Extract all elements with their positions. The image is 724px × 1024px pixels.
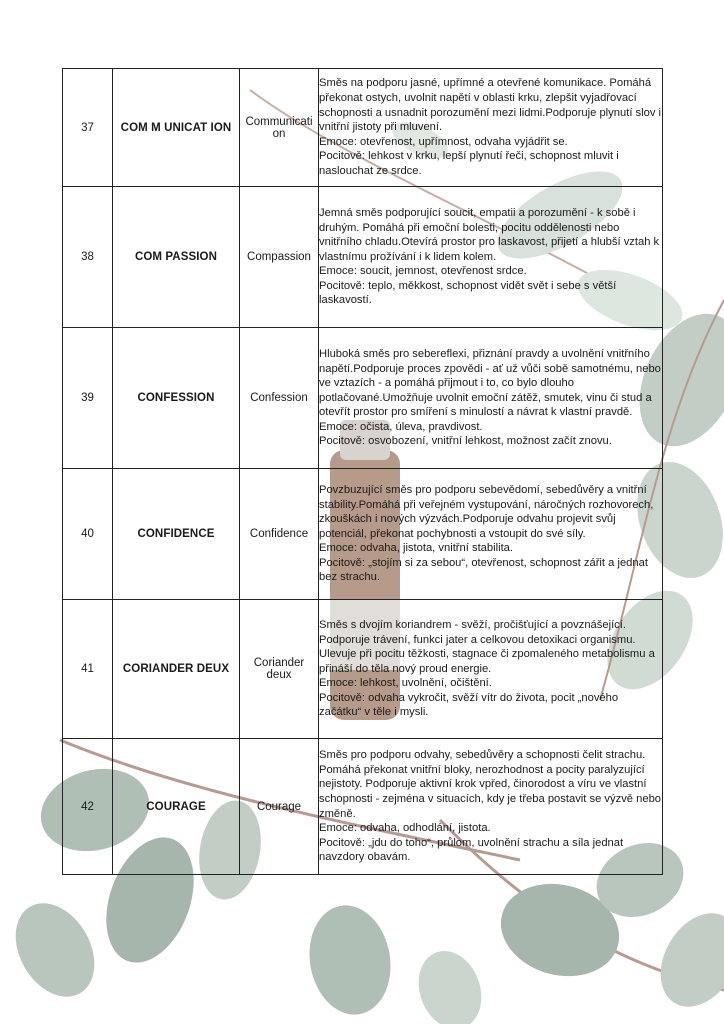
- blend-name: COURAGE: [113, 739, 240, 875]
- row-number: 40: [63, 469, 113, 600]
- blend-description: [319, 739, 663, 875]
- row-number: 37: [63, 69, 113, 187]
- blend-alt-name: [240, 328, 319, 469]
- blend-description: [319, 187, 663, 328]
- blend-alt-name: [240, 600, 319, 739]
- row-number: 42: [63, 739, 113, 875]
- blend-description: [319, 69, 663, 187]
- emotions-text: Emoce: odvaha, odhodlání, jistota.: [319, 822, 491, 835]
- blend-alt-name: [240, 469, 319, 600]
- row-number: 39: [63, 328, 113, 469]
- emotions-text: Emoce: očista, úleva, pravdivost.: [319, 420, 483, 433]
- feelings-text: Pocitově: osvobození, vnitřní lehkost, možnost začít znovu.: [319, 435, 612, 448]
- emotions-text: Emoce: odvaha, jistota, vnitřní stabilita.: [319, 542, 514, 555]
- feelings-text: Pocitově: „jdu do toho“, průlom, uvolnění strachu a síla jednat navzdory obavám.: [319, 836, 624, 864]
- table-row: [63, 187, 663, 328]
- feelings-text: Pocitově: teplo, měkkost, schopnost vidět svět i sebe s větší laskavostí.: [319, 279, 617, 307]
- blend-alt-name-text: Coriander deux: [253, 657, 305, 681]
- emotions-text: Emoce: soucit, jemnost, otevřenost srdce.: [319, 265, 527, 278]
- blend-alt-name-text: Courage: [256, 800, 302, 813]
- description-text: Směs s dvojím koriandrem - svěží, pročišťující a povznášející. Podporuje trávení, funkci jater a celkovou detoxikaci organismu. Ulevuje při pocitu těžkosti, stagnace či zpomaleného metabolismu a přináší do těla nový proud energie.: [319, 618, 655, 675]
- blend-name: COM PASSION: [113, 187, 240, 328]
- emotions-text: Emoce: otevřenost, upřímnost, odvaha vyjádřit se.: [319, 135, 568, 148]
- blend-alt-name-text: Communication: [245, 115, 313, 140]
- blend-alt-name: [240, 187, 319, 328]
- blend-alt-name: [240, 69, 319, 187]
- description-text: Směs pro podporu odvahy, sebedůvěry a schopnosti čelit strachu. Pomáhá překonat vnitřní bloky, nerozhodnost a pocity paralyzující nejistoty. Podporuje aktivní krok vpřed, činorodost a víru ve vlastní schopnosti - zejména v situacích, kdy je třeba postavit se výzvě nebo změně.: [319, 749, 662, 820]
- table-row: [63, 739, 663, 875]
- blend-alt-name-text: Confidence: [249, 528, 309, 540]
- feelings-text: Pocitově: lehkost v krku, lepší plynutí řeči, schopnost mluvit i naslouchat ze srdce.: [319, 150, 619, 177]
- blend-name: COM M UNICAT ION: [113, 69, 240, 187]
- blend-alt-name-text: Confession: [250, 392, 308, 404]
- description-text: Povzbuzující směs pro podporu sebevědomí, sebedůvěry a vnitřní stability.Pomáhá při veřejném vystupování, náročných rozhovorech, zkouškách i nových výzvách.Podporuje odvahu projevit svůj potenciál, překonat pochybnosti a vstoupit do své síly.: [319, 483, 654, 540]
- row-number: 41: [63, 600, 113, 739]
- blend-name: CORIANDER DEUX: [113, 600, 240, 739]
- blend-description: [319, 469, 663, 600]
- description-text: Jemná směs podporující soucit, empatii a porozumění - k sobě i druhým. Pomáhá při emoční bolesti, pocitu oddělenosti nebo vnitřního chladu.Otevírá prostor pro laskavost, přijetí a hlubší vztah k vlastnímu prožívání i k lidem kolem.: [319, 206, 660, 263]
- blends-table: [62, 68, 663, 875]
- feelings-text: Pocitově: „stojím si za sebou“, otevřenost, schopnost zářit a jednat bez strachu.: [319, 556, 648, 584]
- blend-name: CONFIDENCE: [113, 469, 240, 600]
- feelings-text: Pocitově: odvaha vykročit, svěží vítr do života, pocit „nového začátku“ v těle i mysli.: [319, 691, 619, 719]
- blend-description: [319, 328, 663, 469]
- table-row: [63, 328, 663, 469]
- table-row: [63, 69, 663, 187]
- table-row: [63, 469, 663, 600]
- emotions-text: Emoce: lehkost, uvolnění, očištění.: [319, 677, 492, 690]
- blend-alt-name-text: Compassion: [247, 251, 311, 263]
- description-text: Hluboká směs pro sebereflexi, přiznání pravdy a uvolnění vnitřního napětí.Podporuje proces zpovědi - ať už vůči sobě samotnému, nebo ve vztazích - a pomáhá přijmout i to, co bylo dlouho potlačované.Umožňuje uvolnit emoční zátěž, smutek, vinu či stud a otevřít prostor pro smíření s minulostí a návrat k vlastní pravdě.: [319, 347, 661, 419]
- row-number: 38: [63, 187, 113, 328]
- description-text: Směs na podporu jasné, upřímné a otevřené komunikace. Pomáhá překonat ostych, uvolnit napětí v oblasti krku, zlepšit vyjadřovací schopnosti a usnadnit porozumění mezi lidmi.Podporuje plynutí slov i vnitřní jistoty při mluvení.: [319, 77, 662, 134]
- blend-name: CONFESSION: [113, 328, 240, 469]
- table-row: [63, 600, 663, 739]
- blend-description: [319, 600, 663, 739]
- blend-alt-name: [240, 739, 319, 875]
